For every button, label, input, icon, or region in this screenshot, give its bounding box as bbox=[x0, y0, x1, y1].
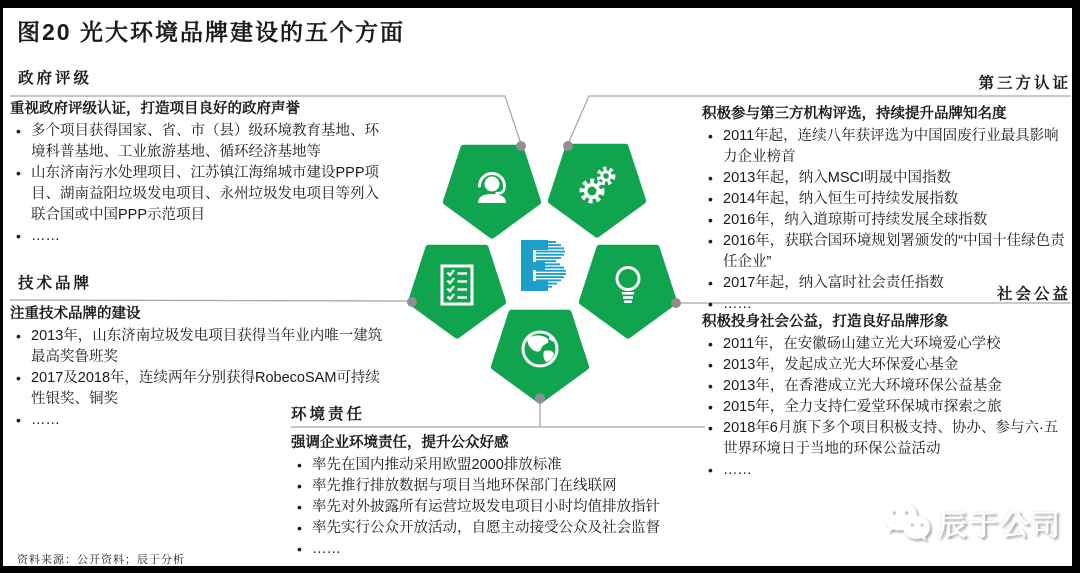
list-item: • …… bbox=[10, 226, 382, 247]
list-item: • 2017及2018年，连续两年分别获得RobecoSAM可持续性银奖、铜奖 bbox=[10, 368, 384, 410]
list-item: • 2013年，在香港成立光大环境环保公益基金 bbox=[702, 376, 1071, 397]
list-item: • …… bbox=[291, 539, 711, 560]
section-header: 环境责任 bbox=[291, 406, 366, 423]
frame-bar-right bbox=[1072, 0, 1080, 573]
pentagon-social-welfare bbox=[582, 248, 673, 335]
source-note: 资料来源：公开资料；辰于分析 bbox=[17, 554, 185, 566]
connector-dot-social bbox=[671, 298, 681, 308]
list-item: • 2016年，纳入道琼斯可持续发展全球指数 bbox=[702, 210, 1071, 231]
frame-bar-top bbox=[0, 0, 1080, 8]
section-header: 社会公益 bbox=[996, 286, 1071, 303]
frame-bar-bottom bbox=[0, 566, 1080, 573]
section-subtitle: 积极投身社会公益，打造良好品牌形象 bbox=[702, 314, 949, 330]
section-social-welfare bbox=[702, 282, 1071, 481]
everbright-logo bbox=[521, 240, 566, 291]
list-item: • 2014年起，纳入恒生可持续发展指数 bbox=[702, 189, 1071, 210]
section-environmental-responsibility bbox=[291, 402, 711, 560]
frame-bar-left bbox=[0, 0, 3, 573]
list-item: • …… bbox=[702, 460, 1071, 481]
page-title: 图20 光大环境品牌建设的五个方面 bbox=[17, 19, 405, 45]
list-item: • 2018年6月旗下多个项目积极支持、协办、参与六·五世界环境日于当地的环保公益活动 bbox=[702, 418, 1071, 460]
section-header: 第三方认证 bbox=[978, 75, 1071, 92]
section-header: 技术品牌 bbox=[18, 275, 93, 292]
list-item: • 2013年，山东济南垃圾发电项目获得当年业内唯一建筑最高奖鲁班奖 bbox=[10, 326, 384, 368]
watermark-company-name: 辰于公司 bbox=[938, 509, 1063, 542]
section-third-party-certification bbox=[702, 71, 1071, 315]
bullet-list bbox=[702, 334, 1071, 481]
list-item: • 率先推行排放数据与项目当地环保部门在线联网 bbox=[291, 476, 711, 497]
list-item: • 2017年起，纳入富时社会责任指数 bbox=[702, 273, 1071, 294]
list-item: • 2015年，全力支持仁爱堂环保城市探索之旅 bbox=[702, 397, 1071, 418]
wechat-icon bbox=[880, 500, 932, 546]
list-item: • 率先在国内推动采用欧盟2000排放标准 bbox=[291, 455, 711, 476]
bullet-list bbox=[291, 455, 711, 560]
list-item: • 率先实行公众开放活动，自愿主动接受公众及社会监督 bbox=[291, 518, 711, 539]
watermark bbox=[880, 500, 1062, 546]
list-item: • …… bbox=[702, 294, 1071, 315]
list-item: • 山东济南污水处理项目、江苏镇江海绵城市建设PPP项目、湖南益阳垃圾发电项目、永州垃圾发电项目等列入联合国或中国PPP示范项目 bbox=[10, 163, 382, 226]
list-item: • 2013年起，纳入MSCI明晟中国指数 bbox=[702, 168, 1071, 189]
connector-dot-government bbox=[516, 141, 526, 151]
pentagon-environmental-responsibility bbox=[494, 313, 585, 400]
list-item: • …… bbox=[10, 410, 384, 431]
pentagon-government-rating bbox=[446, 148, 537, 235]
section-header: 政府评级 bbox=[18, 70, 93, 87]
section-subtitle: 重视政府评级认证，打造项目良好的政府声誉 bbox=[10, 101, 300, 117]
section-subtitle: 强调企业环境责任，提升公众好感 bbox=[291, 435, 509, 451]
list-item: • 2016年，获联合国环境规划署颁发的“中国十佳绿色责任企业” bbox=[702, 231, 1071, 273]
section-subtitle: 注重技术品牌的建设 bbox=[10, 306, 141, 322]
list-item: • 率先对外披露所有运营垃圾发电项目小时均值排放指针 bbox=[291, 497, 711, 518]
list-item: • 多个项目获得国家、省、市（县）级环境教育基地、环境科普基地、工业旅游基地、循环经济基地等 bbox=[10, 121, 382, 163]
list-item: • 2013年，发起成立光大环保爱心基金 bbox=[702, 355, 1071, 376]
bullet-list bbox=[10, 121, 382, 247]
list-item: • 2011年起，连续八年获评选为中国固废行业最具影响力企业榜首 bbox=[702, 126, 1071, 168]
connector-dot-technology bbox=[407, 297, 417, 307]
section-government-rating bbox=[10, 66, 382, 247]
pentagon-technology-brand bbox=[411, 248, 502, 335]
section-subtitle: 积极参与第三方机构评选，持续提升品牌知名度 bbox=[702, 106, 1007, 122]
list-item: • 2011年，在安徽砀山建立光大环境爱心学校 bbox=[702, 334, 1071, 355]
connector-dot-third-party bbox=[563, 141, 573, 151]
